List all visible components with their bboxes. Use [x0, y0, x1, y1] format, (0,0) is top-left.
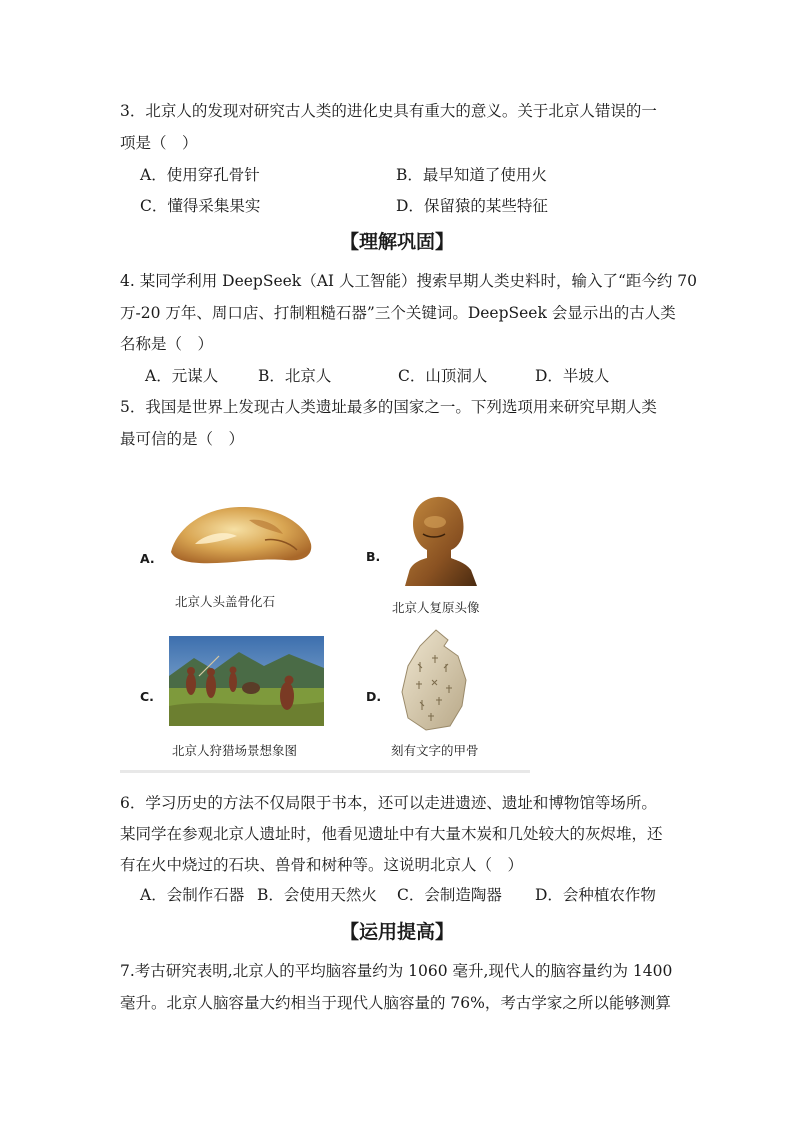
- skull-fossil-image: [165, 500, 315, 570]
- q5-stem-line1: 5．我国是世界上发现古人类遗址最多的国家之一。下列选项用来研究早期人类: [120, 398, 657, 416]
- q5-image-d-letter: D.: [366, 689, 382, 704]
- q5-image-d-caption: 刻有文字的甲骨: [391, 743, 479, 758]
- image-divider: [120, 770, 530, 773]
- q3-stem-line2: 项是（ ）: [120, 134, 198, 152]
- q3-option-a: A．使用穿孔骨针: [140, 166, 260, 184]
- oracle-bone-image: [396, 628, 474, 732]
- q6-option-a: A．会制作石器: [140, 886, 245, 904]
- q6-stem-line3: 有在火中烧过的石块、兽骨和树种等。这说明北京人（ ）: [120, 856, 524, 874]
- hunting-scene-image: [169, 636, 324, 726]
- q3-option-d: D．保留猿的某些特征: [396, 197, 548, 215]
- bust-image: [395, 494, 487, 588]
- section-heading-application: 【运用提高】: [339, 921, 454, 943]
- q5-stem-line2: 最可信的是（ ）: [120, 430, 245, 448]
- q4-stem-line2: 万-20 万年、周口店、打制粗糙石器”三个关键词。DeepSeek 会显示出的古人类: [120, 304, 676, 322]
- q4-stem-line3: 名称是（ ）: [120, 335, 214, 353]
- q4-stem-line1: 4. 某同学利用 DeepSeek（AI 人工智能）搜索早期人类史料时，输入了“距今约 70: [120, 272, 698, 290]
- q3-stem-line1: 3．北京人的发现对研究古人类的进化史具有重大的意义。关于北京人错误的一: [120, 102, 657, 120]
- q4-option-d: D．半坡人: [535, 367, 610, 385]
- q6-stem-line1: 6．学习历史的方法不仅局限于书本，还可以走进遗迹、遗址和博物馆等场所。: [120, 794, 657, 812]
- q5-image-a-caption: 北京人头盖骨化石: [175, 594, 276, 609]
- q7-stem-line2: 毫升。北京人脑容量大约相当于现代人脑容量的 76%，考古学家之所以能够测算: [120, 994, 671, 1012]
- q4-option-b: B．北京人: [258, 367, 332, 385]
- q4-option-c: C．山顶洞人: [398, 367, 488, 385]
- q5-image-b-caption: 北京人复原头像: [392, 600, 480, 615]
- q6-stem-line2: 某同学在参观北京人遗址时，他看见遗址中有大量木炭和几处较大的灰烬堆，还: [120, 825, 663, 843]
- q7-stem-line1: 7.考古研究表明,北京人的平均脑容量约为 1060 毫升,现代人的脑容量约为 1400: [120, 962, 673, 980]
- q3-option-b: B．最早知道了使用火: [396, 166, 547, 184]
- q5-image-c-caption: 北京人狩猎场景想象图: [172, 743, 298, 758]
- q6-option-c: C．会制造陶器: [397, 886, 502, 904]
- q5-image-a-letter: A.: [140, 551, 155, 566]
- section-heading-understanding: 【理解巩固】: [339, 231, 454, 253]
- q5-image-b-letter: B.: [366, 549, 381, 564]
- q3-option-c: C．懂得采集果实: [140, 197, 261, 215]
- q5-image-c-letter: C.: [140, 689, 154, 704]
- q6-option-d: D．会种植农作物: [535, 886, 656, 904]
- q4-option-a: A．元谋人: [145, 367, 219, 385]
- q6-option-b: B．会使用天然火: [257, 886, 377, 904]
